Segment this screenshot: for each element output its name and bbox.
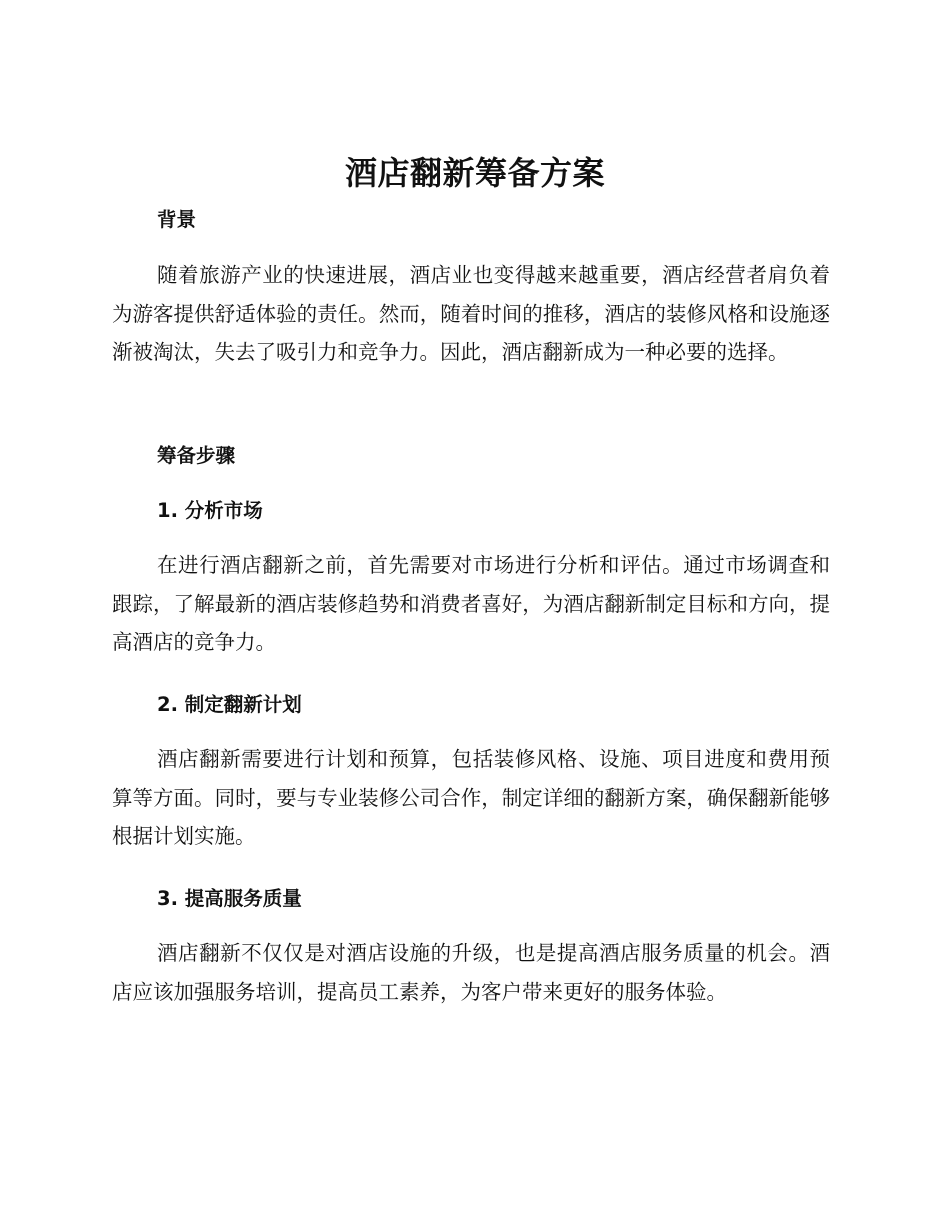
section-heading-steps: 筹备步骤 xyxy=(157,444,236,467)
document-title: 酒店翻新筹备方案 xyxy=(344,154,605,192)
section-paragraph-market-analysis: 在进行酒店翻新之前，首先需要对市场进行分析和评估。通过市场调查和跟踪，了解最新的酒店装修趋势和消费者喜好，为酒店翻新制定目标和方向，提高酒店的竞争力。 xyxy=(112,553,830,654)
section-heading-background: 背景 xyxy=(157,208,197,231)
section-paragraph-service-quality: 酒店翻新不仅仅是对酒店设施的升级，也是提高酒店服务质量的机会。酒店应该加强服务培训，提高员工素养，为客户带来更好的服务体验。 xyxy=(112,941,830,1004)
section-heading-service-quality: 3. 提高服务质量 xyxy=(157,887,302,910)
section-heading-renovation-plan: 2. 制定翻新计划 xyxy=(157,693,302,716)
section-heading-market-analysis: 1. 分析市场 xyxy=(157,499,263,522)
section-paragraph-renovation-plan: 酒店翻新需要进行计划和预算，包括装修风格、设施、项目进度和费用预算等方面。同时，要与专业装修公司合作，制定详细的翻新方案，确保翻新能够根据计划实施。 xyxy=(112,747,830,848)
section-paragraph-background: 随着旅游产业的快速进展，酒店业也变得越来越重要，酒店经营者肩负着为游客提供舒适体验的责任。然而，随着时间的推移，酒店的装修风格和设施逐渐被淘汰，失去了吸引力和竞争力。因此，酒店翻新成为一种必要的选择。 xyxy=(112,263,830,364)
